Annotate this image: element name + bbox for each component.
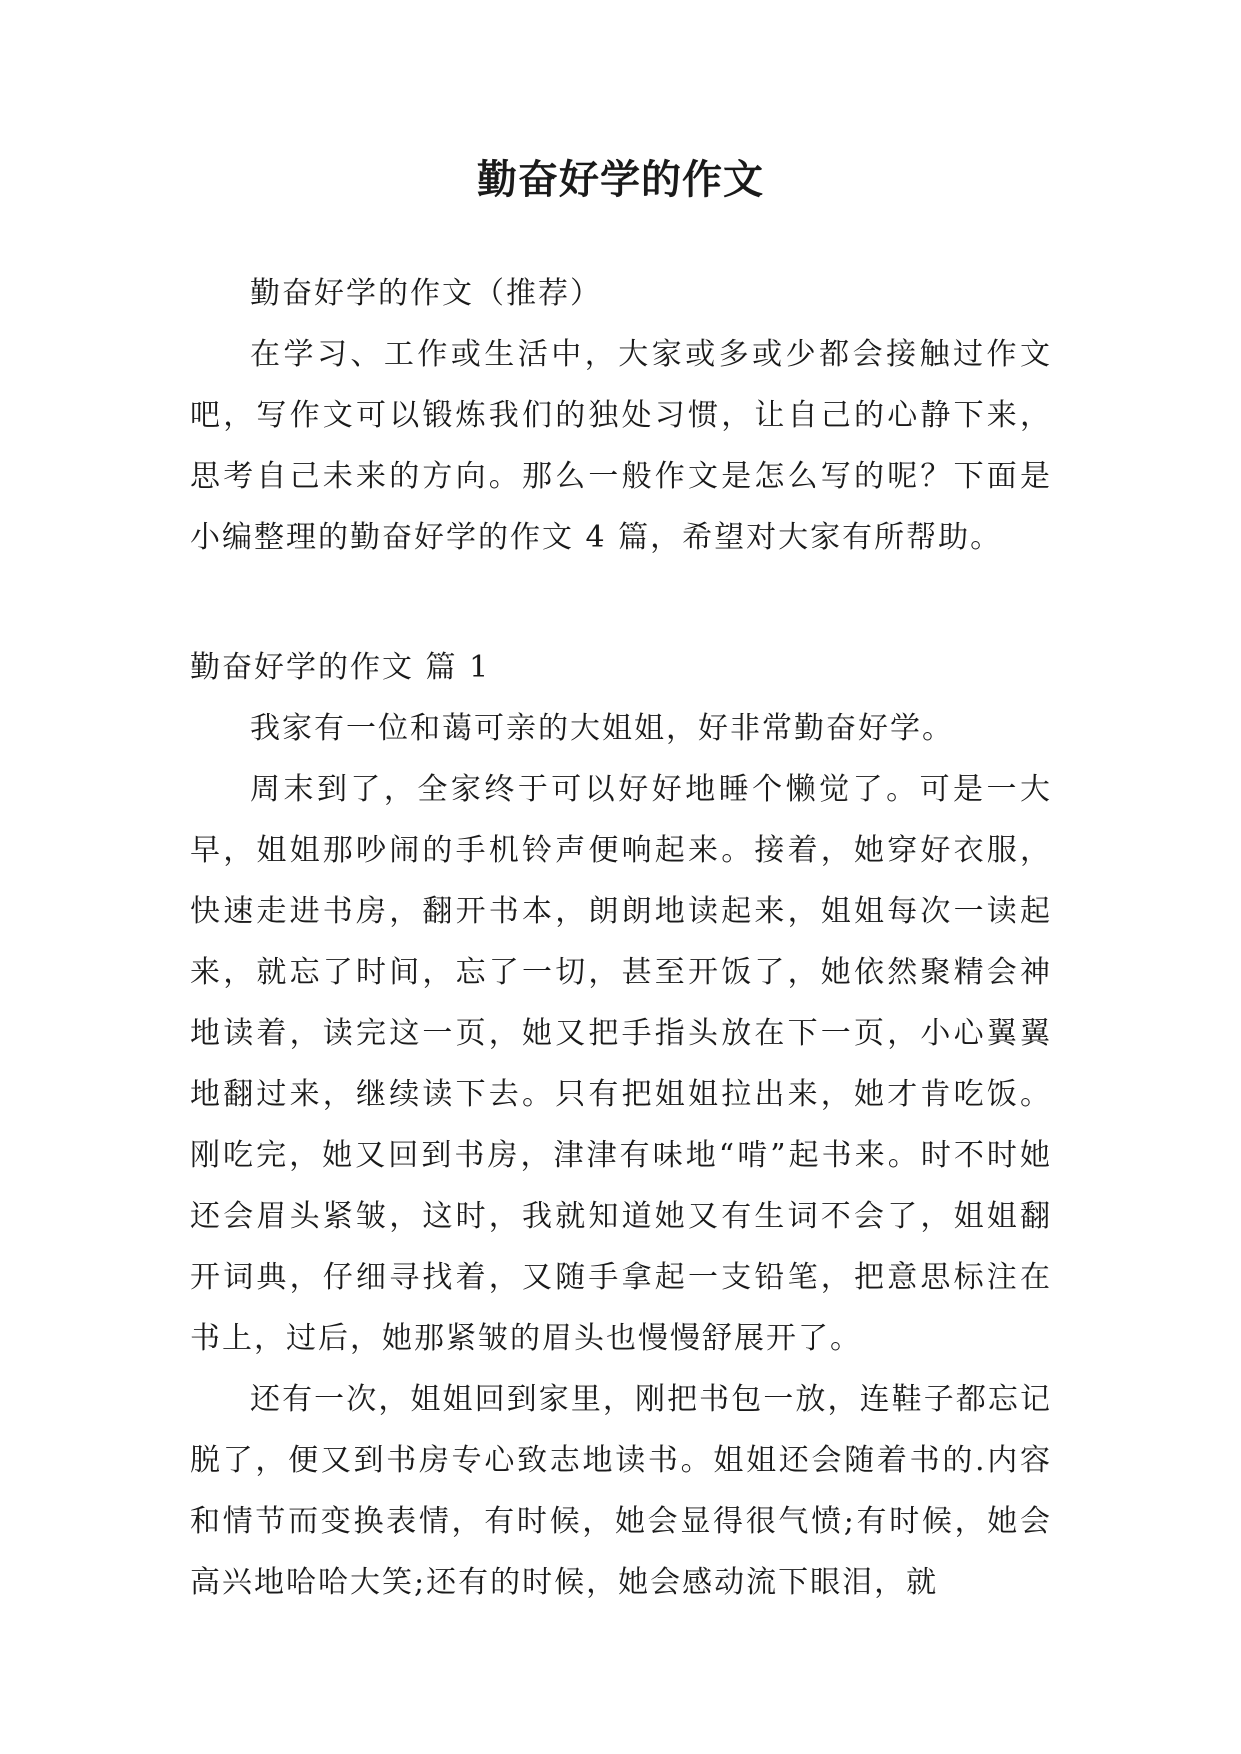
document-title: 勤奋好学的作文 bbox=[477, 156, 764, 203]
chapter-paragraph: 还有一次，姐姐回到家里，刚把书包一放，连鞋子都忘记脱了，便又到书房专心致志地读书。姐姐还会随着书的.内容和情节而变换表情，有时候，她会显得很气愤;有时候，她会高兴地哈哈大笑;还有的时候，她会感动流下眼泪，就 bbox=[190, 1382, 1052, 1600]
chapter-section bbox=[190, 637, 1052, 1613]
intro-section bbox=[190, 263, 1052, 568]
chapter-paragraph: 周末到了，全家终于可以好好地睡个懒觉了。可是一大早，姐姐那吵闹的手机铃声便响起来。接着，她穿好衣服，快速走进书房，翻开书本，朗朗地读起来，姐姐每次一读起来，就忘了时间，忘了一切，甚至开饭了，她依然聚精会神地读着，读完这一页，她又把手指头放在下一页，小心翼翼地翻过来，继续读下去。只有把姐姐拉出来，她才肯吃饭。刚吃完，她又回到书房，津津有味地“啃”起书来。时不时她还会眉头紧皱，这时，我就知道她又有生词不会了，姐姐翻开词典，仔细寻找着，又随手拿起一支铅笔，把意思标注在书上，过后，她那紧皱的眉头也慢慢舒展开了。 bbox=[190, 772, 1052, 1356]
intro-paragraph: 在学习、工作或生活中，大家或多或少都会接触过作文吧，写作文可以锻炼我们的独处习惯，让自己的心静下来，思考自己未来的方向。那么一般作文是怎么写的呢？下面是小编整理的勤奋好学的作文 4 篇，希望对大家有所帮助。 bbox=[190, 337, 1052, 555]
chapter-paragraph: 我家有一位和蔼可亲的大姐姐，好非常勤奋好学。 bbox=[250, 711, 954, 746]
intro-subtitle: 勤奋好学的作文（推荐） bbox=[250, 276, 602, 311]
chapter-heading: 勤奋好学的作文 篇 1 bbox=[190, 650, 491, 685]
